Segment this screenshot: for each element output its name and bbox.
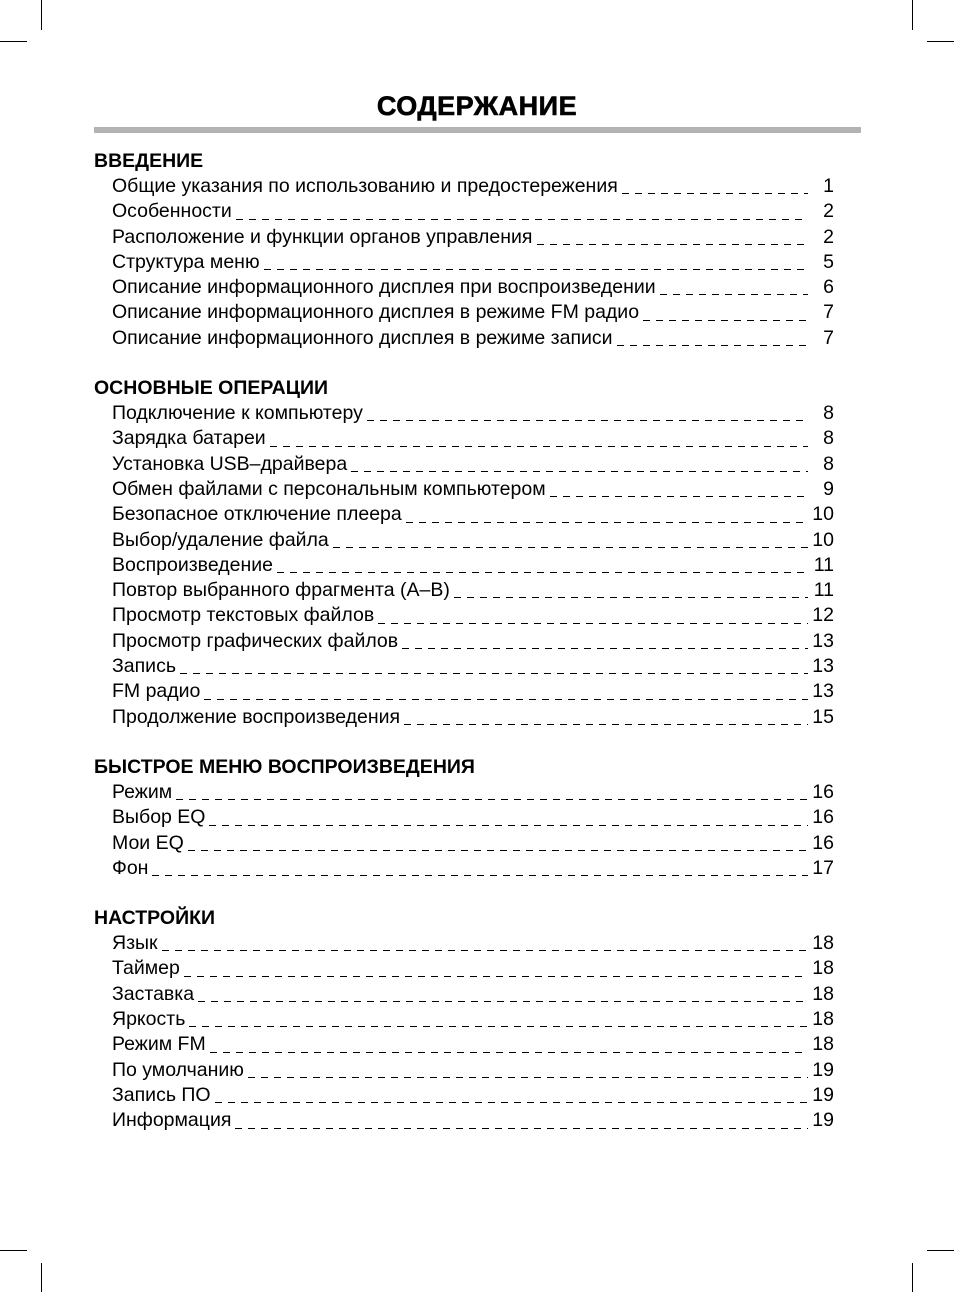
toc-entry-label: Запись: [112, 655, 176, 678]
toc-entry-label: Особенности: [112, 200, 232, 223]
toc-entry-label: Структура меню: [112, 250, 260, 273]
toc-entry-label: Яркость: [112, 1008, 186, 1031]
toc-dot-leader: [277, 571, 808, 573]
toc-entry-label: Заставка: [112, 982, 195, 1005]
toc-section: [94, 375, 834, 730]
toc-entry[interactable]: [94, 275, 834, 300]
toc-dot-leader: [215, 1101, 808, 1103]
toc-entry[interactable]: [94, 603, 834, 628]
toc-entry[interactable]: [94, 1083, 834, 1108]
toc-entry-page-number: 18: [812, 1033, 834, 1056]
toc-entry-page-number: 19: [812, 1083, 834, 1106]
toc-dot-leader: [236, 218, 808, 220]
toc-entry[interactable]: [94, 300, 834, 325]
toc-dot-leader: [204, 698, 808, 700]
toc-entry-page-number: 10: [812, 503, 834, 526]
toc-entry-page-number: 15: [812, 705, 834, 728]
toc-entry-page-number: 7: [823, 301, 834, 324]
toc-entry[interactable]: [94, 805, 834, 830]
toc-section-title: НАСТРОЙКИ: [94, 907, 216, 930]
toc-entry[interactable]: [94, 679, 834, 704]
toc-entry-label: По умолчанию: [112, 1058, 244, 1081]
toc-entry-label: Просмотр графических файлов: [112, 629, 399, 652]
toc-entry-page-number: 13: [812, 655, 834, 678]
toc-entry[interactable]: [94, 250, 834, 275]
toc-entry-page-number: 8: [823, 402, 834, 425]
toc-entry-page-number: 10: [812, 528, 834, 551]
toc-entry-label: Описание информационного дисплея в режиме записи: [112, 326, 613, 349]
toc-entry-page-number: 18: [812, 982, 834, 1005]
toc-entry-label: Описание информационного дисплея в режиме FM радио: [112, 301, 640, 324]
toc-entry[interactable]: [94, 401, 834, 426]
toc-dot-leader: [617, 344, 808, 346]
toc-entry-label: Установка USB–драйвера: [112, 452, 348, 475]
toc-dot-leader: [406, 521, 808, 523]
toc-dot-leader: [550, 495, 808, 497]
toc-section: [94, 905, 834, 1133]
toc-section: [94, 148, 834, 351]
toc-entry-page-number: 12: [812, 604, 834, 627]
page-title: СОДЕРЖАНИЕ: [376, 91, 578, 121]
crop-mark-top-left-horizontal: [0, 41, 27, 42]
title-underline-rule: [94, 127, 861, 133]
toc-dot-leader: [180, 672, 808, 674]
toc-dot-leader: [537, 243, 809, 245]
table-of-contents: [94, 148, 834, 1158]
toc-entry[interactable]: [94, 931, 834, 956]
toc-entry[interactable]: [94, 528, 834, 553]
toc-entry-page-number: 16: [812, 806, 834, 829]
toc-entry[interactable]: [94, 326, 834, 351]
toc-entry[interactable]: [94, 1007, 834, 1032]
toc-entry-page-number: 7: [823, 326, 834, 349]
toc-entry-label: Безопасное отключение плеера: [112, 503, 402, 526]
toc-entry[interactable]: [94, 578, 834, 603]
toc-entry-page-number: 6: [823, 276, 834, 299]
toc-entry-label: Описание информационного дисплея при воспроизведении: [112, 276, 656, 299]
toc-dot-leader: [189, 1025, 808, 1027]
toc-entry-label: Режим: [112, 780, 173, 803]
toc-entry-label: Воспроизведение: [112, 553, 273, 576]
crop-mark-bottom-right-horizontal: [927, 1250, 954, 1251]
toc-entry-label: Повтор выбранного фрагмента (A–B): [112, 579, 450, 602]
toc-entry-label: Обмен файлами с персональным компьютером: [112, 477, 546, 500]
crop-mark-bottom-left-vertical: [41, 1263, 42, 1292]
toc-entry-page-number: 13: [812, 629, 834, 652]
toc-entry-label: Информация: [112, 1109, 232, 1132]
toc-dot-leader: [622, 192, 808, 194]
toc-dot-leader: [367, 419, 808, 421]
toc-entry-page-number: 8: [823, 427, 834, 450]
toc-entry-label: Расположение и функции органов управления: [112, 225, 533, 248]
toc-dot-leader: [162, 949, 808, 951]
crop-mark-bottom-right-vertical: [912, 1263, 913, 1292]
toc-entry-page-number: 18: [812, 1008, 834, 1031]
toc-entry-label: Выбор/удаление файла: [112, 528, 329, 551]
toc-entry-page-number: 2: [823, 200, 834, 223]
toc-dot-leader: [235, 1127, 808, 1129]
toc-dot-leader: [184, 975, 808, 977]
toc-entry[interactable]: [94, 1058, 834, 1083]
toc-entry-page-number: 18: [812, 957, 834, 980]
toc-dot-leader: [152, 874, 808, 876]
toc-entry-page-number: 19: [812, 1109, 834, 1132]
toc-dot-leader: [198, 1000, 808, 1002]
toc-entry[interactable]: [94, 477, 834, 502]
crop-mark-top-right-horizontal: [927, 41, 954, 42]
toc-dot-leader: [210, 1051, 808, 1053]
toc-dot-leader: [209, 824, 808, 826]
toc-dot-leader: [188, 849, 808, 851]
toc-section-title: ОСНОВНЫЕ ОПЕРАЦИИ: [94, 377, 329, 400]
toc-entry-label: Продолжение воспроизведения: [112, 705, 401, 728]
crop-mark-top-right-vertical: [912, 0, 913, 30]
toc-entry[interactable]: [94, 426, 834, 451]
toc-dot-leader: [270, 445, 808, 447]
toc-dot-leader: [378, 622, 808, 624]
toc-entry-label: Выбор EQ: [112, 806, 206, 829]
toc-entry-page-number: 11: [813, 553, 834, 576]
toc-entry[interactable]: [94, 174, 834, 199]
toc-dot-leader: [176, 798, 808, 800]
toc-entry-label: Просмотр текстовых файлов: [112, 604, 375, 627]
crop-mark-top-left-vertical: [41, 0, 42, 30]
crop-mark-bottom-left-horizontal: [0, 1250, 27, 1251]
toc-dot-leader: [454, 596, 808, 598]
toc-entry[interactable]: [94, 629, 834, 654]
toc-entry[interactable]: [94, 553, 834, 578]
toc-entry-label: Подключение к компьютеру: [112, 402, 363, 425]
toc-entry[interactable]: [94, 654, 834, 679]
toc-dot-leader: [660, 293, 808, 295]
toc-dot-leader: [404, 723, 808, 725]
toc-entry[interactable]: [94, 780, 834, 805]
toc-entry[interactable]: [94, 225, 834, 250]
toc-entry-label: Таймер: [112, 957, 180, 980]
toc-entry-page-number: 16: [812, 780, 834, 803]
toc-dot-leader: [643, 319, 808, 321]
toc-dot-leader: [264, 268, 808, 270]
toc-section: [94, 754, 834, 881]
toc-entry-page-number: 13: [812, 680, 834, 703]
toc-entry-page-number: 16: [812, 831, 834, 854]
toc-entry-page-number: 9: [823, 477, 834, 500]
toc-entry-label: Мои EQ: [112, 831, 184, 854]
toc-entry-label: Зарядка батареи: [112, 427, 266, 450]
toc-entry-label: Фон: [112, 856, 149, 879]
toc-entry-page-number: 5: [823, 250, 834, 273]
toc-entry-label: Запись ПО: [112, 1083, 211, 1106]
toc-entry[interactable]: [94, 199, 834, 224]
toc-entry-page-number: 19: [812, 1058, 834, 1081]
toc-entry[interactable]: [94, 452, 834, 477]
toc-entry[interactable]: [94, 1032, 834, 1057]
toc-entry[interactable]: [94, 1108, 834, 1133]
toc-dot-leader: [333, 546, 808, 548]
toc-dot-leader: [248, 1076, 808, 1078]
toc-entry-label: Общие указания по использованию и предостережения: [112, 175, 618, 197]
toc-entry[interactable]: [94, 831, 834, 856]
toc-entry-label: Язык: [112, 932, 158, 955]
toc-entry-label: FM радио: [112, 680, 201, 703]
toc-entry-label: Режим FM: [112, 1033, 206, 1056]
toc-section-title: ВВЕДЕНИЕ: [94, 150, 204, 172]
toc-entry-page-number: 1: [823, 175, 834, 197]
toc-entry[interactable]: [94, 856, 834, 881]
toc-entry-page-number: 17: [812, 856, 834, 879]
toc-entry-page-number: 2: [823, 225, 834, 248]
toc-dot-leader: [351, 470, 808, 472]
toc-entry[interactable]: [94, 956, 834, 981]
toc-entry-page-number: 11: [813, 579, 834, 602]
toc-entry-page-number: 18: [812, 932, 834, 955]
toc-entry[interactable]: [94, 705, 834, 730]
toc-entry[interactable]: [94, 502, 834, 527]
toc-section-title: БЫСТРОЕ МЕНЮ ВОСПРОИЗВЕДЕНИЯ: [94, 755, 475, 778]
toc-entry-page-number: 8: [823, 452, 834, 475]
toc-dot-leader: [402, 647, 808, 649]
toc-entry[interactable]: [94, 982, 834, 1007]
